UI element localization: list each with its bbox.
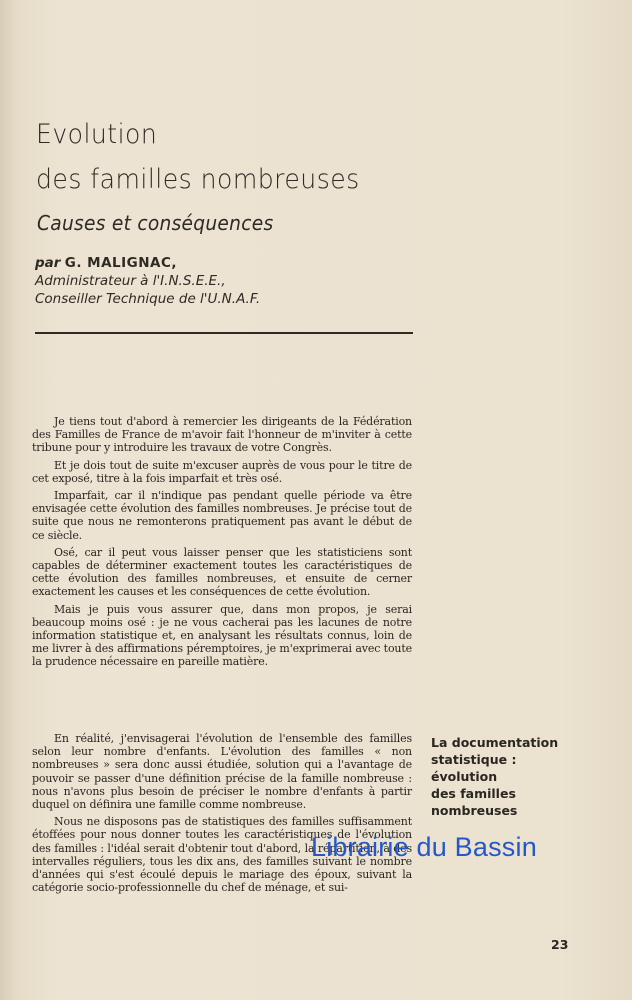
article-title [36,112,360,202]
sidebar-line: nombreuses [431,803,518,818]
paragraph: Et je dois tout de suite m'excuser auprès de vous pour le titre de cet exposé, titre à la fois imparfait et très osé. [32,458,412,485]
intro-text [32,415,412,673]
paragraph: Je tiens tout d'abord à remercier les dirigeants de la Fédération des Familles de France de m'avoir fait l'honneur de m'inviter à cette tribune pour y introduire les travaux de votre Congrès. [32,415,412,455]
author-role-2: Conseiller Technique de l'U.N.A.F. [35,291,261,307]
section-text [32,732,412,898]
sidebar-line: des familles [431,786,516,801]
byline-prefix: par [35,255,61,271]
title-line-2: des familles nombreuses [36,164,360,195]
sidebar-line: évolution [431,769,498,784]
paragraph: En réalité, j'envisagerai l'évolution de l'ensemble des familles selon leur nombre d'enfants. L'évolution des familles « non nombreuses » sera donc aussi étudiée, solution qui a l'avantage de pouvoir se passer d'une définition précise de la famille nombreuse : nous n'avons plus besoin de préciser le nombre d'enfants à partir duquel on définira une famille comme nombreuse. [32,732,412,812]
section-heading-sidebar [431,734,591,819]
byline [35,254,260,308]
sidebar-line: La documentation [431,735,559,750]
watermark: Librairie du Bassin [311,832,537,862]
author-role-1: Administrateur à l'I.N.S.E.E., [35,273,226,289]
title-divider [35,332,413,334]
sidebar-line: statistique : [431,752,517,767]
page-number: 23 [551,937,569,952]
paragraph: Osé, car il peut vous laisser penser que les statisticiens sont capables de déterminer exactement toutes les caractéristiques de cette évolution des familles nombreuses, et ensuite de cerner exactement les causes et les conséquences de cette évolution. [32,545,412,599]
paragraph: Imparfait, car il n'indique pas pendant quelle période va être envisagée cette évolution des familles nombreuses. Je précise tout de suite que nous ne remonterons pratiquement pas avant le début de ce siècle. [32,489,412,542]
paragraph: Nous ne disposons pas de statistiques des familles suffisamment étoffées pour nous donner toutes les caractéristiques de l'évolution des familles : l'idéal serait d'obtenir tout d'abord, la répartition, à des intervalles réguliers, tous les dix ans, des familles suivant le nombre d'années qui s'est écoulé depuis le mariage des époux, suivant la catégorie socio-professionnelle du chef de ménage, et sui- [32,815,412,895]
paragraph: Mais je puis vous assurer que, dans mon propos, je serai beaucoup moins osé : je ne vous cacherai pas les lacunes de notre information statistique et, en analysant les résultats connus, loin de me livrer à des affirmations péremptoires, je m'exprimerai avec toute la prudence nécessaire en pareille matière. [32,602,412,669]
article-subtitle: Causes et conséquences [37,211,274,235]
author-name: G. MALIGNAC, [64,255,178,271]
title-line-1: Evolution [36,119,158,150]
